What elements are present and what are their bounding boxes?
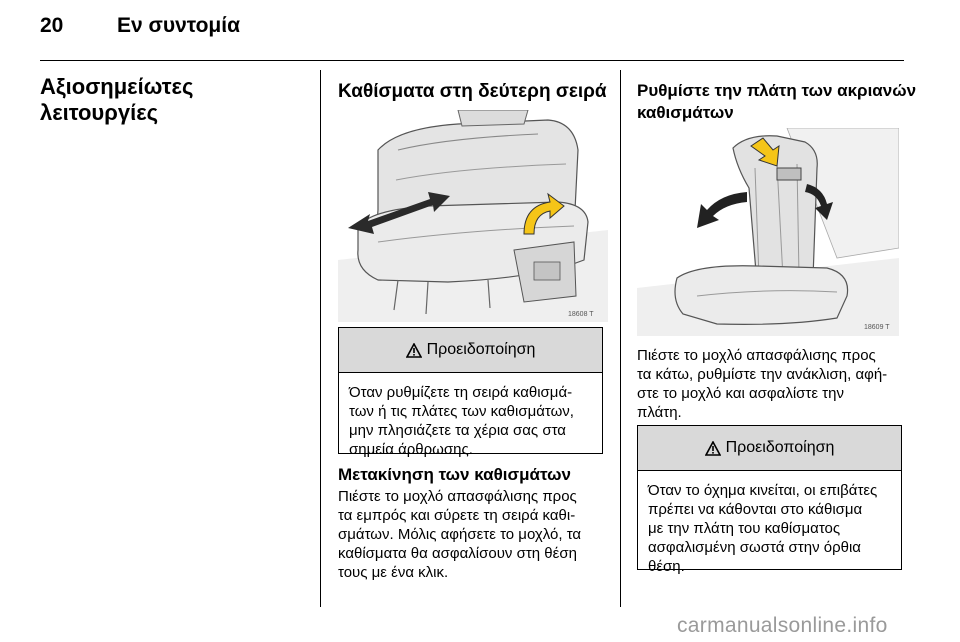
warning-title: Προειδοποίηση (426, 341, 536, 358)
warning-text (339, 373, 602, 459)
body-line: Πιέστε το μοχλό απασφάλισης προς (637, 347, 876, 364)
chapter-title: Εν συντομία (117, 14, 240, 37)
rear-seats-heading: Καθίσματα στη δεύτερη σειρά (338, 81, 607, 102)
section-title-line-2: λειτουργίες (40, 100, 159, 125)
warning-header (339, 328, 602, 373)
body-line: στε το μοχλό και ασφαλίστε την (637, 385, 844, 402)
seatback-illustration (637, 128, 899, 336)
warning-line: μην πλησιάζετε τα χέρια σας στα (349, 422, 566, 439)
warning-triangle-icon (705, 441, 721, 456)
page-number: 20 (40, 14, 64, 37)
section-title-line-1: Αξιοσημείωτες (40, 74, 194, 99)
warning-box (637, 425, 902, 575)
warning-line: με την πλάτη του καθίσματος (648, 520, 841, 537)
warning-line: πρέπει να κάθονται στο κάθισμα (648, 501, 863, 518)
column-divider-right (620, 70, 621, 607)
body-line: καθίσματα θα ασφαλίσουν στη θέση (338, 545, 577, 562)
warning-title: Προειδοποίηση (725, 439, 835, 456)
warning-line: των ή τις πλάτες των καθισμάτων, (349, 403, 574, 420)
seatback-heading-line-1: Ρυθμίστε την πλάτη των ακριανών (637, 81, 917, 100)
body-line: σμάτων. Μόλις αφήσετε το μοχλό, τα (338, 526, 582, 543)
warning-text (638, 471, 901, 576)
figure-code: 18609 T (864, 324, 890, 331)
warning-line: θέση. (648, 558, 685, 575)
warning-line: Όταν ρυθμίζετε τη σειρά καθισμά- (349, 384, 573, 401)
seatback-figure (637, 128, 899, 336)
warning-line: Όταν το όχημα κινείται, οι επιβάτες (648, 482, 878, 499)
rear-seat-figure (338, 110, 608, 322)
body-line: τα εμπρός και σύρετε τη σειρά καθι- (338, 507, 576, 524)
warning-line: ασφαλισμένη σωστά στην όρθια (648, 539, 861, 556)
watermark: carmanualsonline.info (677, 614, 888, 637)
seatback-text (637, 346, 887, 422)
warning-line: σημεία άρθρωσης. (349, 441, 473, 458)
section-title (40, 74, 300, 126)
body-line: Πιέστε το μοχλό απασφάλισης προς (338, 488, 577, 505)
warning-header (638, 426, 901, 471)
moving-seats-text (338, 487, 581, 582)
moving-seats-heading: Μετακίνηση των καθισμάτων (338, 465, 571, 484)
header-divider (40, 60, 904, 61)
figure-code: 18608 T (568, 311, 594, 318)
page-header (0, 0, 960, 62)
body-line: τους με ένα κλικ. (338, 564, 449, 581)
warning-box (338, 327, 603, 458)
warning-triangle-icon (406, 343, 422, 358)
seatback-heading-line-2: καθισμάτων (637, 103, 734, 122)
column-divider-left (320, 70, 321, 607)
rear-seat-illustration (338, 110, 608, 322)
body-line: πλάτη. (637, 404, 682, 421)
body-line: τα κάτω, ρυθμίστε την ανάκλιση, αφή- (637, 366, 888, 383)
seatback-heading (637, 80, 917, 124)
